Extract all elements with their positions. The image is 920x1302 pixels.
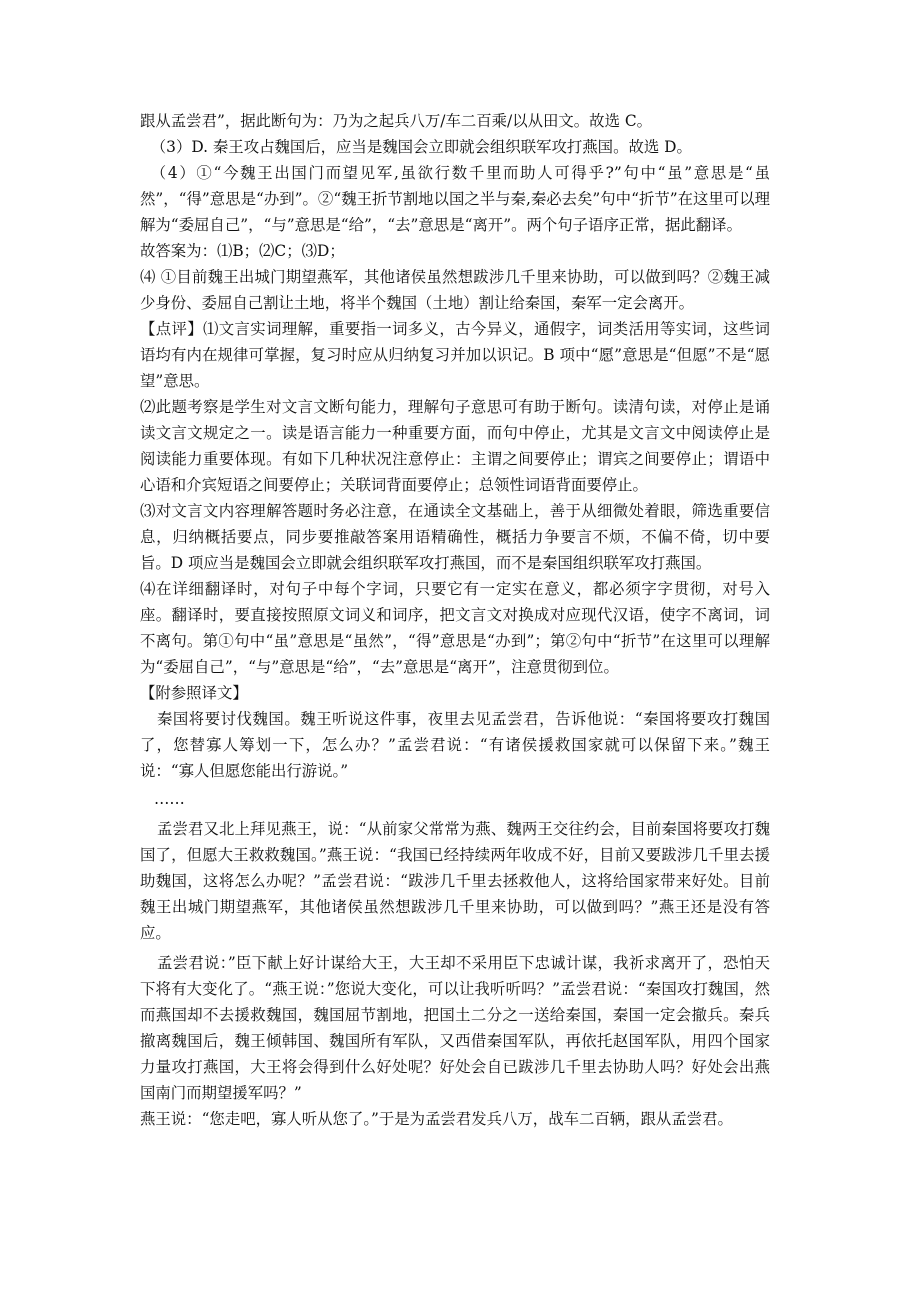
paragraph-answer-4: （4）①“今魏王出国门而望见军,虽欲行数千里而助人可得乎?”句中“虽”意思是“虽然”，“得”意思是“办到”。②“魏王折节割地以国之半与秦,秦必去矣”句中“折节”在这里可以理解为“委屈自己”，“与”意思是“给”，“去”意思是“离开”。两个句子语序正常，据此翻译。 xyxy=(140,164,770,234)
section-heading-reference-translation: 【附参照译文】 xyxy=(140,684,248,702)
paragraph-continuation: 跟从孟尝君”，据此断句为：乃为之起兵八万/车二百乘/以从田文。故选 C。 xyxy=(140,112,653,130)
paragraph-comment-1: 【点评】⑴文言实词理解，重要指一词多义，古今异义，通假字，词类活用等实词，这些词语均有内在规律可掌握，复习时应从归纳复习并加以识记。B 项中“愿”意思是“但愿”不是“愿望”意思。 xyxy=(140,320,770,390)
paragraph-translation-2: 孟尝君又北上拜见燕王，说：“从前家父常常为燕、魏两王交往约会，目前秦国将要攻打魏国了，但愿大王救救魏国。”燕王说：“我国已经持续两年收成不好，目前又要跋涉几千里去援助魏国，这将怎么办呢？”孟尝君说：“跋涉几千里去拯救他人，这将给国家带来好处。目前魏王出城门期望燕军，其他诸侯虽然想跋涉几千里来协助，可以做到吗？”燕王还是没有答应。 xyxy=(140,820,770,942)
paragraph-answer-4-translation: ⑷ ①目前魏王出城门期望燕军，其他诸侯虽然想跋涉几千里来协助，可以做到吗？②魏王减少身份、委屈自己割让土地，将半个魏国（土地）割让给秦国，秦军一定会离开。 xyxy=(140,268,770,312)
paragraph-answer-3: （3）D. 秦王攻占魏国后，应当是魏国会立即就会组织联军攻打燕国。故选 D。 xyxy=(150,138,692,156)
paragraph-comment-4: ⑷在详细翻译时，对句子中每个字词，只要它有一定实在意义，都必须字字贯彻，对号入座。翻译时，要直接按照原文词义和词序，把文言文对换成对应现代汉语，使字不离词，词不离句。第①句中“虽”意思是“虽然”，“得”意思是“办到”；第②句中“折节”在这里可以理解为“委屈自己”，“与”意思是“给”，“去”意思是“离开”，注意贯彻到位。 xyxy=(140,580,770,676)
paragraph-translation-4: 燕王说：“您走吧，寡人听从您了。”于是为孟尝君发兵八万，战车二百辆，跟从孟尝君。 xyxy=(140,1110,733,1128)
paragraph-translation-3: 孟尝君说：”臣下献上好计谋给大王，大王却不采用臣下忠诚计谋，我祈求离开了，恐怕天下将有大变化了。“燕王说：”您说大变化，可以让我听听吗？”孟尝君说：“秦国攻打魏国，然而燕国却不去援救魏国，魏国屈节割地，把国土二分之一送给秦国，秦国一定会撤兵。秦兵撤离魏国后，魏王倾韩国、魏国所有军队，又西借秦国军队，再依托赵国军队，用四个国家力量攻打燕国，大王将会得到什么好处呢？好处会自已跋涉几千里去协助人吗？好处会出燕国南门而期望援军吗？” xyxy=(140,954,770,1102)
paragraph-comment-2: ⑵此题考察是学生对文言文断句能力，理解句子意思可有助于断句。读清句读，对停止是诵读文言文规定之一。读是语言能力一种重要方面，而句中停止，尤其是文言文中阅读停止是阅读能力重要体现。有如下几种状况注意停止：主谓之间要停止；谓宾之间要停止；谓语中心语和介宾短语之间要停止；关联词背面要停止；总领性词语背面要停止。 xyxy=(140,398,770,494)
paragraph-translation-1: 秦国将要讨伐魏国。魏王听说这件事，夜里去见孟尝君，告诉他说：“秦国将要攻打魏国了，您替寡人筹划一下，怎么办？”孟尝君说：“有诸侯援救国家就可以保留下来。”魏王说：“寡人但愿您能出行游说。” xyxy=(140,710,770,780)
paragraph-ellipsis: …… xyxy=(154,790,185,808)
paragraph-comment-3: ⑶对文言文内容理解答题时务必注意，在通读全文基础上，善于从细微处着眼，筛选重要信息，归纳概括要点，同步要推敲答案用语精确性，概括力争要言不烦，不偏不倚，切中要旨。D 项应当是魏国会立即就会组织联军攻打燕国，而不是秦国组织联军攻打燕国。 xyxy=(140,502,770,572)
paragraph-answer-summary: 故答案为：⑴B；⑵C；⑶D； xyxy=(140,242,345,260)
